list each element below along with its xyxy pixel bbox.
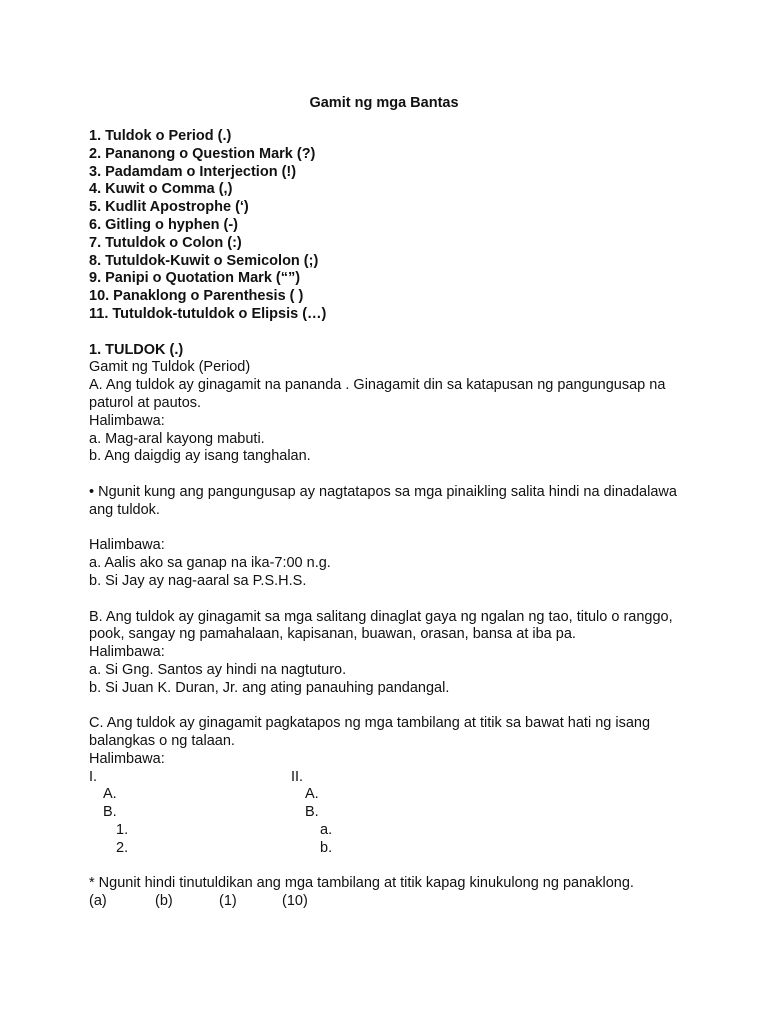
outline-left-item: 2.	[116, 839, 129, 856]
outline-right-item: b.	[320, 839, 333, 856]
example-line: a. Aalis ako sa ganap na ika-7:00 n.g.	[89, 555, 331, 572]
section-heading: 1. TULDOK (.)	[89, 341, 184, 358]
paren-examples	[89, 893, 729, 911]
rule-a-text: A. Ang tuldok ay ginagamit na pananda . Ginagamit din sa katapusan ng pangungusap na paturol at pautos.	[89, 377, 666, 411]
outline-example	[89, 769, 729, 858]
paren-example: (10)	[282, 893, 308, 910]
list-item: 8. Tutuldok-Kuwit o Semicolon (;)	[89, 252, 319, 269]
list-item: 9. Panipi o Quotation Mark (“”)	[89, 270, 301, 287]
bullet-text: Ngunit kung ang pangungusap ay nagtatapos sa mga pinaikling salita hindi na dinadalawa ang tuldok.	[89, 483, 677, 518]
section-subheading: Gamit ng Tuldok (Period)	[89, 359, 251, 376]
list-item: 5. Kudlit Apostrophe (‘)	[89, 199, 249, 216]
outline-right-item: a.	[320, 822, 333, 839]
spacer	[89, 520, 729, 538]
list-item: 7. Tutuldok o Colon (:)	[89, 234, 242, 251]
spacer	[89, 858, 729, 876]
list-item: 3. Padamdam o Interjection (!)	[89, 163, 297, 180]
outline-right-item: B.	[305, 804, 319, 821]
outline-left-item: A.	[103, 786, 117, 803]
example-line: b. Ang daigdig ay isang tanghalan.	[89, 448, 311, 465]
bullet-icon: •	[89, 483, 95, 500]
list-item: 2. Pananong o Question Mark (?)	[89, 145, 316, 162]
list-item: 4. Kuwit o Comma (,)	[89, 181, 233, 198]
list-item: 11. Tutuldok-tutuldok o Elipsis (…)	[89, 305, 327, 322]
halimbawa-label: Halimbawa:	[89, 750, 165, 767]
spacer	[89, 324, 729, 342]
example-line: b. Si Jay ay nag-aaral sa P.S.H.S.	[89, 572, 307, 589]
paren-example: (b)	[155, 893, 173, 910]
document-title: Gamit ng mga Bantas	[309, 95, 459, 111]
example-line: b. Si Juan K. Duran, Jr. ang ating panauhing pandangal.	[89, 679, 450, 696]
rule-b-text: B. Ang tuldok ay ginagamit sa mga salitang dinaglat gaya ng ngalan ng tao, titulo o ranggo, pook, sangay ng pamahalaan, kapisanan, buawan, orasan, bansa at iba pa.	[89, 608, 673, 643]
example-line: a. Mag-aral kayong mabuti.	[89, 430, 265, 447]
outline-left-item: I.	[89, 768, 98, 785]
spacer	[89, 698, 729, 716]
halimbawa-label: Halimbawa:	[89, 537, 165, 554]
outline-right-item: A.	[305, 786, 319, 803]
bullet-text-container	[89, 484, 677, 518]
outline-left-item: B.	[103, 804, 117, 821]
paren-example: (a)	[89, 893, 107, 910]
spacer	[89, 591, 729, 609]
note-text: * Ngunit hindi tinutuldikan ang mga tambilang at titik kapag kinukulong ng panaklong.	[89, 875, 634, 892]
spacer	[89, 466, 729, 484]
halimbawa-label: Halimbawa:	[89, 412, 165, 429]
outline-right-item: II.	[291, 768, 304, 785]
list-item: 6. Gitling o hyphen (-)	[89, 216, 239, 233]
document-body	[89, 128, 729, 911]
list-item: 1. Tuldok o Period (.)	[89, 128, 232, 144]
rule-c-text: C. Ang tuldok ay ginagamit pagkatapos ng mga tambilang at titik sa bawat hati ng isang balangkas o ng talaan.	[89, 715, 651, 750]
example-line: a. Si Gng. Santos ay hindi na nagtuturo.	[89, 661, 347, 678]
bullet-note	[89, 484, 679, 520]
outline-left-item: 1.	[116, 822, 129, 839]
halimbawa-label: Halimbawa:	[89, 644, 165, 661]
bantas-list	[89, 128, 729, 324]
paren-example: (1)	[219, 893, 237, 910]
list-item: 10. Panaklong o Parenthesis ( )	[89, 288, 304, 305]
